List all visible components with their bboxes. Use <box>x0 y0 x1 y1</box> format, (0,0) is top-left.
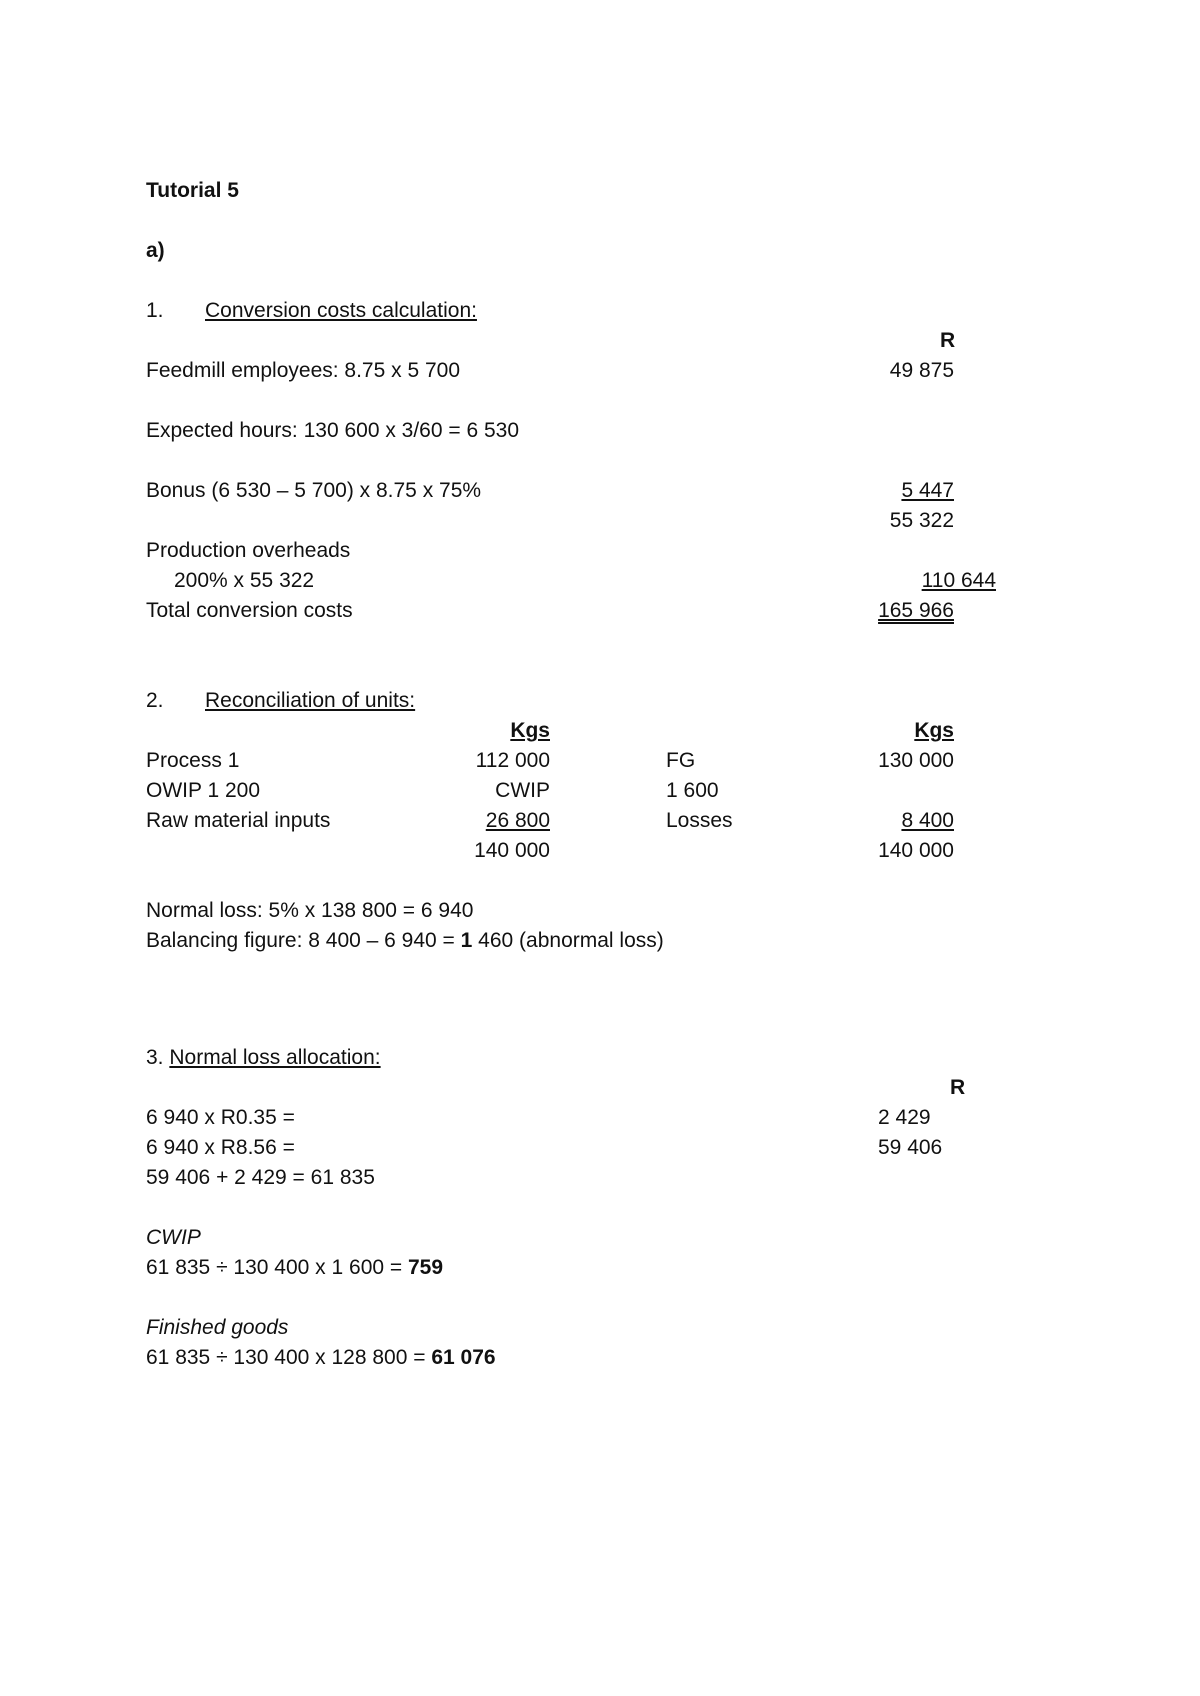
section3-number: 3. <box>146 1046 170 1069</box>
row3-left-label: Raw material inputs <box>146 809 331 832</box>
nl-line2-label: 6 940 x R8.56 = <box>146 1136 295 1159</box>
left-kgs-header: Kgs <box>510 719 550 742</box>
row3-left-value: 26 800 <box>485 809 550 832</box>
cwip-result: 759 <box>408 1256 444 1279</box>
finished-goods-label: Finished goods <box>146 1316 289 1339</box>
nl-sum-line: 59 406 + 2 429 = 61 835 <box>146 1166 375 1189</box>
left-total: 140 000 <box>474 839 550 862</box>
section1-number: 1. <box>146 299 164 322</box>
overheads-value: 110 644 <box>921 569 996 592</box>
bonus-label: Bonus (6 530 – 5 700) x 8.75 x 75% <box>146 479 482 502</box>
cwip-label: CWIP <box>146 1226 201 1249</box>
section1-currency-header: R <box>940 329 956 352</box>
section1-heading: Conversion costs calculation: <box>205 299 477 322</box>
normal-loss-line: Normal loss: 5% x 138 800 = 6 940 <box>146 899 474 922</box>
section2-number: 2. <box>146 689 164 712</box>
row3-right-value: 8 400 <box>901 809 954 832</box>
overheads-label: Production overheads <box>146 539 351 562</box>
fg-result: 61 076 <box>431 1346 496 1369</box>
nl-line2-value: 59 406 <box>878 1136 943 1159</box>
nl-line1-label: 6 940 x R0.35 = <box>146 1106 295 1129</box>
section3-heading-line <box>146 1047 381 1068</box>
balancing-label: Balancing figure: 8 400 – 6 940 = <box>146 929 461 952</box>
fg-calc: 61 835 ÷ 130 400 x 128 800 = <box>146 1346 432 1369</box>
part-label: a) <box>146 239 165 262</box>
row1-left-value: 112 000 <box>475 749 550 772</box>
cwip-calc: 61 835 ÷ 130 400 x 1 600 = <box>146 1256 408 1279</box>
row1-left-label: Process 1 <box>146 749 240 772</box>
right-kgs-header: Kgs <box>914 719 954 742</box>
row2-left-value: CWIP <box>495 779 550 802</box>
overheads-calc: 200% x 55 322 <box>174 569 315 592</box>
subtotal-value: 55 322 <box>889 509 954 532</box>
section3-currency-header: R <box>950 1076 966 1099</box>
row1-right-label: FG <box>666 749 696 772</box>
row3-right-label: Losses <box>666 809 733 832</box>
row2-left-label: OWIP 1 200 <box>146 779 261 802</box>
expected-hours: Expected hours: 130 600 x 3/60 = 6 530 <box>146 419 520 442</box>
feedmill-label: Feedmill employees: 8.75 x 5 700 <box>146 359 461 382</box>
total-label: Total conversion costs <box>146 599 353 622</box>
right-total: 140 000 <box>878 839 954 862</box>
total-value: 165 966 <box>878 599 954 622</box>
balancing-rest: 460 (abnormal loss) <box>472 929 664 952</box>
section2-heading: Reconciliation of units: <box>205 689 416 712</box>
cwip-line <box>146 1257 443 1278</box>
row1-right-value: 130 000 <box>878 749 954 772</box>
feedmill-value: 49 875 <box>889 359 954 382</box>
nl-line1-value: 2 429 <box>878 1106 931 1129</box>
finished-goods-line <box>146 1347 496 1368</box>
row2-right-label: 1 600 <box>666 779 719 802</box>
section3-heading: Normal loss allocation: <box>169 1046 381 1069</box>
bonus-value: 5 447 <box>901 479 954 502</box>
page-title: Tutorial 5 <box>146 179 239 202</box>
balancing-bold: 1 <box>460 929 473 952</box>
balancing-figure-line <box>146 930 664 951</box>
